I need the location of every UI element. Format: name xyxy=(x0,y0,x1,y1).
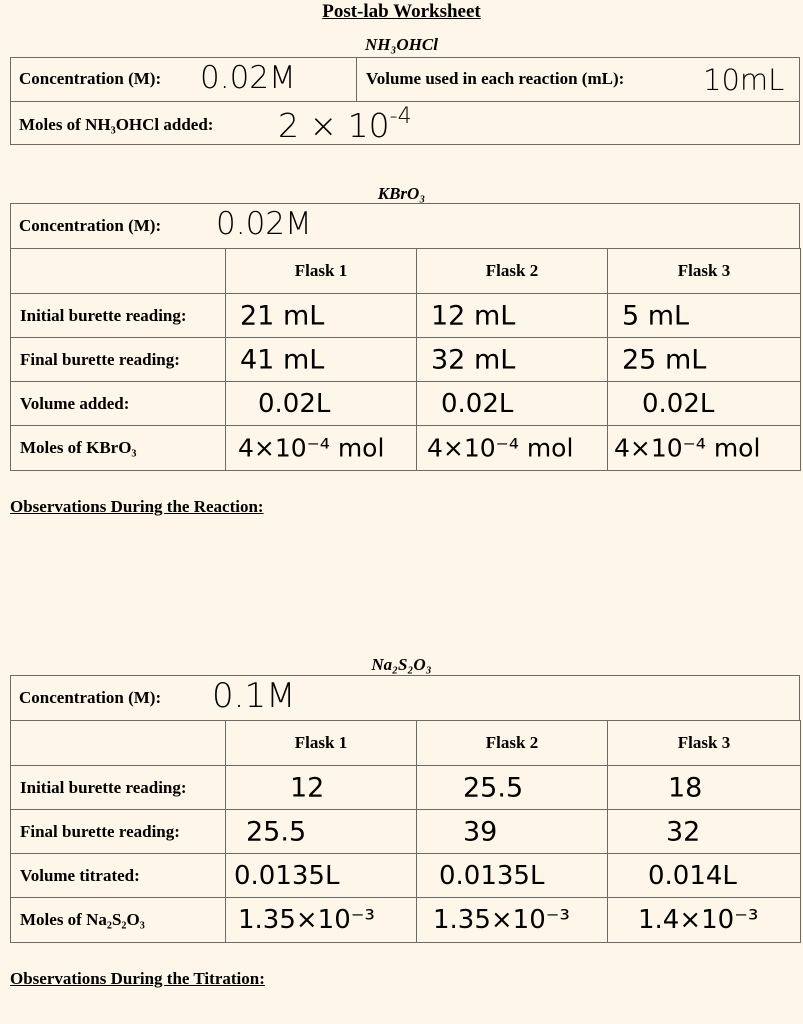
kbro3-row-label: Final burette reading: xyxy=(11,338,226,382)
nh3ohcl-volume-value: 10mL xyxy=(703,63,785,97)
nh3ohcl-moles-value: $2 \times 10^{-4}$ xyxy=(278,104,412,145)
kbro3-corner-cell xyxy=(11,249,226,294)
kbro3-cell: 25 mL xyxy=(608,338,801,382)
na2s2o3-concentration-value: 0.1M xyxy=(212,676,296,716)
na2s2o3-cell: 18 xyxy=(608,766,801,810)
na2s2o3-corner-cell xyxy=(11,721,226,766)
na2s2o3-cell: 0.014L xyxy=(608,854,801,898)
kbro3-concentration-label: Concentration (M): xyxy=(19,216,162,235)
na2s2o3-cell: 0.0135L xyxy=(226,854,417,898)
na2s2o3-row-label: Volume titrated: xyxy=(11,854,226,898)
kbro3-row-label: Initial burette reading: xyxy=(11,294,226,338)
table-row xyxy=(11,810,801,854)
table-row xyxy=(11,898,801,943)
kbro3-cell: 4×10⁻⁴ mol xyxy=(417,426,608,471)
na2s2o3-cell: 32 xyxy=(608,810,801,854)
kbro3-cell: 5 mL xyxy=(608,294,801,338)
kbro3-col-flask1: Flask 1 xyxy=(226,249,417,294)
table-row xyxy=(11,766,801,810)
na2s2o3-row-label: Moles of Na₂S₂O₃ xyxy=(11,898,226,943)
kbro3-cell: 0.02L xyxy=(608,382,801,426)
table-row xyxy=(11,426,801,471)
na2s2o3-cell: 25.5 xyxy=(226,810,417,854)
na2s2o3-col-flask3: Flask 3 xyxy=(608,721,801,766)
observations-reaction-heading: Observations During the Reaction: xyxy=(10,497,264,516)
kbro3-cell: 41 mL xyxy=(226,338,417,382)
kbro3-cell: 21 mL xyxy=(226,294,417,338)
nh3ohcl-concentration-value: 0.02M xyxy=(200,60,296,96)
nh3ohcl-moles-label: Moles of NH₃OHCl added: xyxy=(19,115,214,134)
kbro3-cell: 4×10⁻⁴ mol xyxy=(608,426,801,471)
na2s2o3-col-flask1: Flask 1 xyxy=(226,721,417,766)
kbro3-col-flask3: Flask 3 xyxy=(608,249,801,294)
kbro3-cell: 0.02L xyxy=(417,382,608,426)
table-row xyxy=(11,294,801,338)
kbro3-col-flask2: Flask 2 xyxy=(417,249,608,294)
kbro3-table xyxy=(10,248,801,471)
na2s2o3-cell: 0.0135L xyxy=(417,854,608,898)
na2s2o3-row-label: Final burette reading: xyxy=(11,810,226,854)
nh3ohcl-volume-label: Volume used in each reaction (mL): xyxy=(366,69,625,88)
na2s2o3-cell: 39 xyxy=(417,810,608,854)
nh3ohcl-heading: NH₃OHCl xyxy=(365,35,438,54)
nh3ohcl-concentration-label: Concentration (M): xyxy=(19,69,162,88)
nh3ohcl-vdivider xyxy=(356,57,357,101)
na2s2o3-cell: 25.5 xyxy=(417,766,608,810)
table-row xyxy=(11,382,801,426)
na2s2o3-cell: 12 xyxy=(226,766,417,810)
observations-titration-heading: Observations During the Titration: xyxy=(10,969,265,988)
na2s2o3-heading: Na₂S₂O₃ xyxy=(371,655,432,674)
na2s2o3-table xyxy=(10,720,801,943)
table-row xyxy=(11,338,801,382)
kbro3-cell: 4×10⁻⁴ mol xyxy=(226,426,417,471)
na2s2o3-cell: 1.35×10⁻³ xyxy=(417,898,608,943)
kbro3-cell: 0.02L xyxy=(226,382,417,426)
kbro3-row-label: Moles of KBrO₃ xyxy=(11,426,226,471)
na2s2o3-col-flask2: Flask 2 xyxy=(417,721,608,766)
na2s2o3-concentration-label: Concentration (M): xyxy=(19,688,162,707)
na2s2o3-row-label: Initial burette reading: xyxy=(11,766,226,810)
nh3ohcl-divider xyxy=(10,101,800,102)
na2s2o3-cell: 1.4×10⁻³ xyxy=(608,898,801,943)
kbro3-cell: 32 mL xyxy=(417,338,608,382)
kbro3-row-label: Volume added: xyxy=(11,382,226,426)
page-title: Post-lab Worksheet xyxy=(322,1,481,22)
nh3ohcl-moles-exponent: -4 xyxy=(389,104,412,129)
kbro3-header-row xyxy=(11,249,801,294)
na2s2o3-cell: 1.35×10⁻³ xyxy=(226,898,417,943)
kbro3-concentration-value: 0.02M xyxy=(216,206,312,242)
kbro3-heading: KBrO₃ xyxy=(377,184,426,203)
na2s2o3-header-row xyxy=(11,721,801,766)
kbro3-cell: 12 mL xyxy=(417,294,608,338)
table-row xyxy=(11,854,801,898)
